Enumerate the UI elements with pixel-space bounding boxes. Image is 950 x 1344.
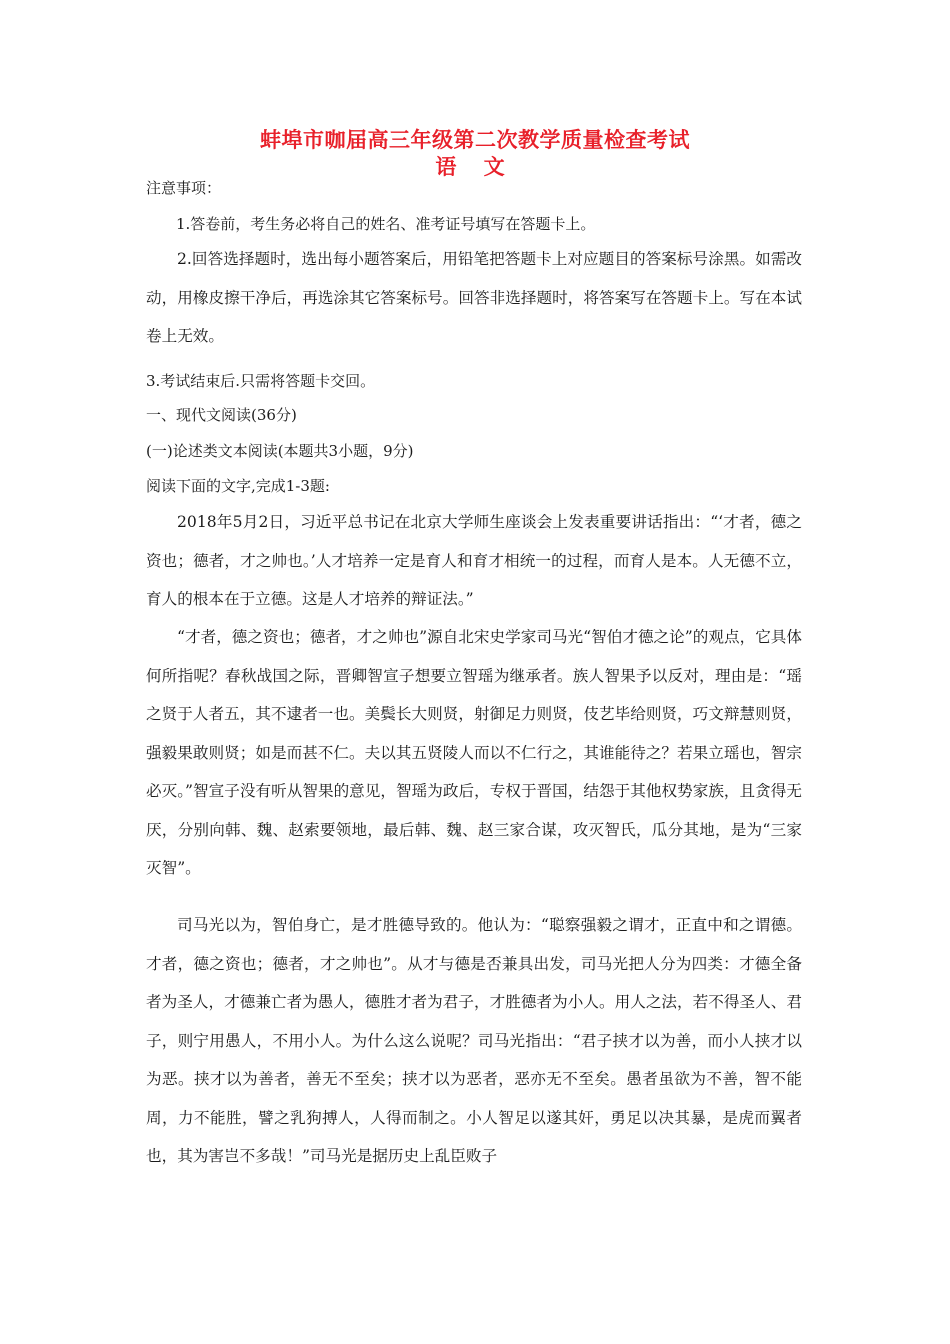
notice-item-1: 1.答卷前，考生务必将自己的姓名、准考证号填写在答题卡上。 [176, 215, 596, 233]
notice-item-3: 3.考试结束后.只需将答题卡交回。 [146, 372, 376, 390]
exam-subject: 语 文 [435, 155, 515, 179]
passage-paragraph-3: 司马光以为，智伯身亡，是才胜德导致的。他认为：“聪察强毅之谓才，正直中和之谓德。才者，德之资也；德者，才之帅也”。从才与德是否兼具出发，司马光把人分为四类：才德全备者为圣人，才德兼亡者为愚人，德胜才者为君子，才胜德者为小人。用人之法，若不得圣人、君子，则宁用愚人，不用小人。为什么这么说呢？司马光指出：“君子挟才以为善，而小人挟才以为恶。挟才以为善者，善无不至矣；挟才以为恶者，恶亦无不至矣。愚者虽欲为不善，智不能周，力不能胜，譬之乳狗搏人，人得而制之。小人智足以遂其奸，勇足以决其暴，是虎而翼者也，其为害岂不多哉！”司马光是据历史上乱臣败子 [146, 916, 802, 1165]
section-heading: 一、现代文阅读(36分) [146, 406, 297, 424]
notice-item-2: 2.回答选择题时，选出每小题答案后，用铅笔把答题卡上对应题目的答案标号涂黑。如需改动，用橡皮擦干净后，再选涂其它答案标号。回答非选择题时，将答案写在答题卡上。写在本试卷上无效。 [146, 250, 802, 345]
passage-paragraph-1: 2018年5月2日，习近平总书记在北京大学师生座谈会上发表重要讲话指出：“‘才者，德之资也；德者，才之帅也。’人才培养一定是育人和育才相统一的过程，而育人是本。人无德不立，育人的根本在于立德。这是人才培养的辩证法。” [146, 513, 802, 608]
exam-title: 蚌埠市咖届高三年级第二次教学质量检查考试 [260, 128, 690, 152]
passage-paragraph-2: “才者，德之资也；德者，才之帅也”源自北宋史学家司马光“智伯才德之论”的观点，它具体何所指呢？春秋战国之际，晋卿智宣子想要立智瑶为继承者。族人智果予以反对，理由是：“瑶之贤于人者五，其不逮者一也。美鬓长大则贤，射御足力则贤，伎艺毕给则贤，巧文辩慧则贤，强毅果敢则贤；如是而甚不仁。夫以其五贤陵人而以不仁行之，其谁能待之？若果立瑶也，智宗必灭。”智宣子没有听从智果的意见，智瑶为政后，专权于晋国，结怨于其他权势家族，且贪得无厌，分别向韩、魏、赵索要领地，最后韩、魏、赵三家合谋，攻灭智氏，瓜分其地，是为“三家灭智”。 [146, 628, 802, 877]
reading-instruction: 阅读下面的文字,完成1-3题: [146, 477, 330, 495]
section-subheading: (一)论述类文本阅读(本题共3小题，9分) [146, 442, 414, 460]
notice-heading: 注意事项： [146, 179, 222, 197]
